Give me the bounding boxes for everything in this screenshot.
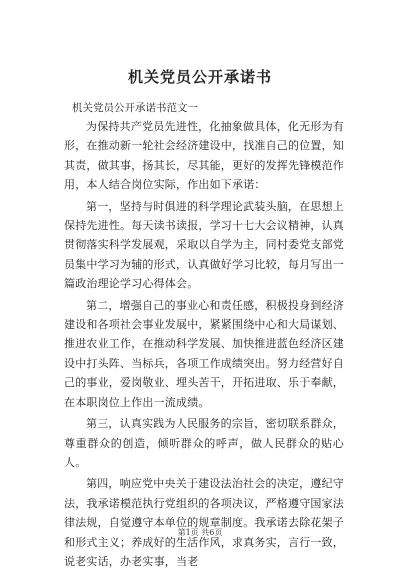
paragraph-intro: 为保持共产党员先进性，化抽象做具体，化无形为有形，在推动新一轮社会经济建设中，找准自己的位置，知其责，做其事，扬其长，尽其能，更好的发挥先锋模范作用，本人结合岗位实际，作出如下承诺： [64,120,344,192]
page-title: 机关党员公开承诺书 [127,68,272,86]
paragraph-3: 第三，认真实践为人民服务的宗旨，密切联系群众，尊重群众的创造，倾听群众的呼声，做人民群众的贴心人。 [64,417,344,469]
page-number-footer: 第1页 共6页 [177,528,223,537]
document-body [64,117,344,571]
document-subtitle: 机关党员公开承诺书范文一 [72,102,198,114]
paragraph-2: 第二，增强自己的事业心和责任感，积极投身到经济建设和各项社会事业发展中，紧紧围绕中心和大局谋划、推进农业工作，在推动科学发展、加快推进蓝色经济区建设中打头阵、当标兵，各项工作成绩突出。努力经营好自己的事业，爱岗敬业、埋头苦干，开拓进取、乐于奉献，在本职岗位上作出一流成绩。 [64,298,344,409]
paragraph-4: 第四，响应党中央关于建设法治社会的决定，遵纪守法，我承诺模范执行党组织的各项决议，严格遵守国家法律法规，自觉遵守本单位的规章制度。我承诺去除花架子和形式主义；养成好的生活作风，求真务实，言行一致，说老实话，办老实事，当老 [64,477,344,568]
paragraph-1: 第一，坚持与时俱进的科学理论武装头脑，在思想上保持先进性。每天读书读报，学习十七大会议精神，认真贯彻落实科学发展观，采取以自学为主，同村委党支部党员集中学习为辅的形式，认真做好学习比较，每月写出一篇政治理论学习心得体会。 [64,199,344,291]
